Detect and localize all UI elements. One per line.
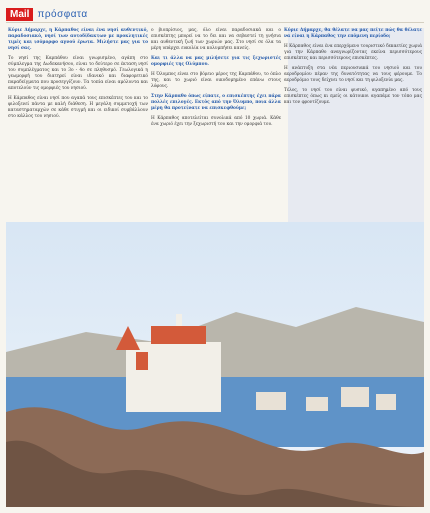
question-4: Κύριε Δήμαρχε, θα θέλατε να μας πείτε πώς θα θέλατε να είναι η Κάρπαθος την επόμενη περίοδο; [284, 28, 422, 39]
answer-4: Η Κάρπαθος είναι ένα επερχόμενο τουριστικό δεκαετίες χωριά για την Κάρπαθο αναγνωρίζοντας εκείνα περισσότερους επισκέπτες και περισσότερους επισκέπτες. [284, 44, 422, 61]
section-kicker: πρόσφατα [37, 8, 88, 20]
answer-3: Η Κάρπαθος αποτελείται συνολικά από 10 χωριά. Κάθε ένα χωριό έχει την ξεχωριστή του και την ομορφιά του. [151, 116, 281, 127]
brand-logo: Mail [6, 8, 33, 21]
article-column-1 [8, 28, 148, 124]
island-scene [6, 222, 424, 507]
page-header [6, 6, 424, 23]
answer-4b: Η ανάπτυξη στα νέα περιουσιακά του νησιού και του αεροδρομίου πέραν της δυνατότητας να τους φέρουμε. Το αεροδρόμιο τους δείχνει το νησί και τη φιλοξενία μας. [284, 66, 422, 83]
question-3: Στην Κάρπαθο όπως είπατε, ο επισκέπτης έχει πάρα πολλές επιλογές. Εκτός από την Όλυμπο, ποια άλλα μέρη θα προτείνατε να επισκεφθούμε; [151, 94, 281, 111]
question-2: Και τι άλλα να μας μιλήσετε για τις ξεχωριστές ομορφιές της Ολύμπου. [151, 56, 281, 67]
answer-2b: Η Όλυμπος είναι στο βόρειο μέρος της Καρπάθου, το όπλο της, και το χωριό είναι οικοδομημένο επάνω στους λόφους. [151, 72, 281, 89]
island-photo [6, 222, 424, 507]
answer-1b: Η Κάρπαθος είναι νησί που αγαπά τους επισκέπτες του και το φιλοξενεί πάντα με καλή διάθεση. Η μεγάλη συμμετοχή των καταστηματαρχών σε κάθε στιγμή και οι ειδικοί συμβάλλουν στο κάλλος του νησιού. [8, 96, 148, 119]
question-1: Κύριε Δήμαρχε, η Κάρπαθος είναι ένα νησί αυθεντικό, παραδοσιακό, νησί των αυτοδίδακτων με προκλητικές τιμές και ισόμορφο αγνού έρωτα. Μιλήστε μας για το νησί σας. [8, 28, 148, 51]
article-column-2 [151, 28, 281, 132]
article-column-3 [284, 28, 422, 110]
answer-4c: Τέλος, το νησί του είναι φυσικό, αγαπημένο από τους επισκέπτες όπως κι εμείς οι κάτοικοι αγαπάμε τον τόπο μας και τον φροντίζουμε. [284, 88, 422, 105]
answer-1: Το νησί της Καρπάθου είναι γνωρισμένο, αγάπη στο σύμπλεγμα της Δωδεκανήσου, είναι το δεύτερο σε έκταση νησί του συμπλέγματος και το 3ο - 4ο σε πληθυσμό. Γεωλογικά η γεωμορφή του διατηρεί είναι ιδανικό και διαφορετικό παραδείγματα που προσεγγίζουν. Τα τοπία είναι αμόλυντα και αποτελούν τις ομορφιές του νησιού. [8, 56, 148, 91]
answer-2: ο βιοπρίσιος, μας, όλο είναι παραδοσιακά και ο επισκέπτης μπορεί να το δει και να σεβαστεί τη γνήσια και αυθεντική ζωή των χωριών μας. Στο νησί σε όλα τα μέρη υπάρχει ευκολία να κολυμπήσει κανείς. [151, 28, 281, 51]
